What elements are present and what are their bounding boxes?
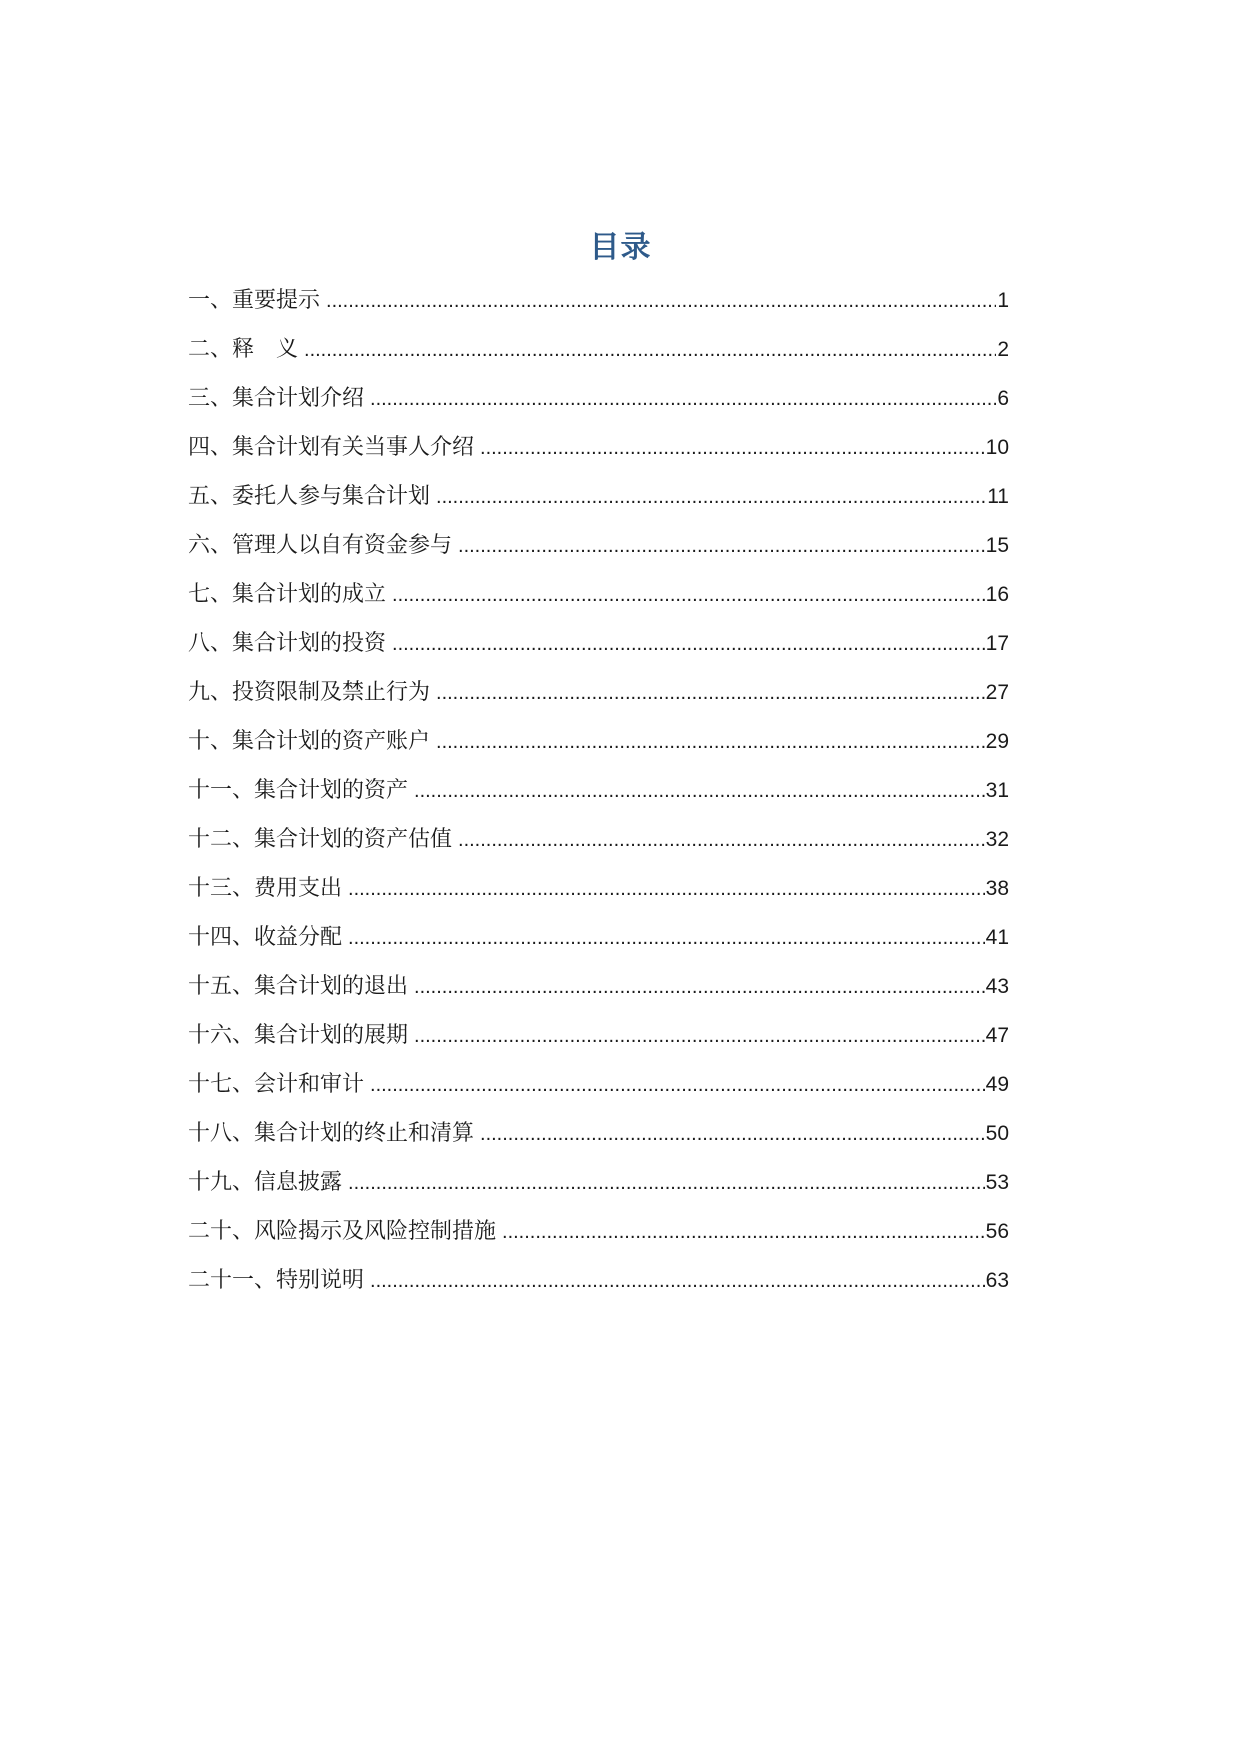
toc-entry[interactable] xyxy=(188,967,1009,1016)
toc-entry[interactable] xyxy=(188,771,1009,820)
toc-entry-label: 七、集合计划的成立 xyxy=(188,582,387,607)
toc-entry-label: 十四、收益分配 xyxy=(188,925,343,950)
toc-dot-leader xyxy=(414,1016,985,1056)
toc-dot-leader xyxy=(414,771,985,811)
toc-entry-label: 十二、集合计划的资产估值 xyxy=(188,827,453,852)
toc-dot-leader xyxy=(502,1212,985,1252)
toc-entry[interactable] xyxy=(188,869,1009,918)
toc-entry-page-number: 1 xyxy=(997,289,1009,312)
toc-title: 目录 xyxy=(589,230,652,265)
toc-entry-page-number: 6 xyxy=(997,387,1009,410)
toc-dot-leader xyxy=(326,281,996,321)
toc-entry-page-number: 15 xyxy=(985,534,1009,557)
toc-dot-leader xyxy=(414,967,985,1007)
toc-dot-leader xyxy=(370,1065,985,1105)
toc-entry[interactable] xyxy=(188,918,1009,967)
toc-entry-label: 十三、费用支出 xyxy=(188,876,343,901)
toc-entry[interactable] xyxy=(188,1163,1009,1212)
toc-entry-page-number: 32 xyxy=(985,828,1009,851)
toc-dot-leader xyxy=(436,722,985,762)
toc-entry[interactable] xyxy=(188,1261,1009,1310)
toc-entry-label: 十一、集合计划的资产 xyxy=(188,778,409,803)
toc-entry-page-number: 2 xyxy=(997,338,1009,361)
toc-entry-label: 四、集合计划有关当事人介绍 xyxy=(188,435,475,460)
toc-dot-leader xyxy=(348,1163,985,1203)
toc-entry-page-number: 41 xyxy=(985,926,1009,949)
toc-entry[interactable] xyxy=(188,379,1009,428)
toc-entry-page-number: 27 xyxy=(985,681,1009,704)
toc-entry[interactable] xyxy=(188,477,1009,526)
toc-entry-label: 三、集合计划介绍 xyxy=(188,386,365,411)
toc-entry[interactable] xyxy=(188,673,1009,722)
toc-entry-label: 一、重要提示 xyxy=(188,288,321,313)
toc-entry[interactable] xyxy=(188,1065,1009,1114)
toc-entry[interactable] xyxy=(188,575,1009,624)
toc-dot-leader xyxy=(304,330,996,370)
toc-entry-page-number: 16 xyxy=(985,583,1009,606)
toc-dot-leader xyxy=(458,526,985,566)
toc-entry-label: 二十、风险揭示及风险控制措施 xyxy=(188,1219,497,1244)
toc-entry[interactable] xyxy=(188,526,1009,575)
toc-entry[interactable] xyxy=(188,820,1009,869)
toc-entry-page-number: 47 xyxy=(985,1024,1009,1047)
toc-entry-page-number: 49 xyxy=(985,1073,1009,1096)
toc-entry[interactable] xyxy=(188,722,1009,771)
toc-entry-page-number: 50 xyxy=(985,1122,1009,1145)
toc-entry-label: 十七、会计和审计 xyxy=(188,1072,365,1097)
toc-list xyxy=(188,281,1009,1310)
toc-dot-leader xyxy=(436,477,986,517)
toc-entry-label: 九、投资限制及禁止行为 xyxy=(188,680,431,705)
toc-entry-label: 十九、信息披露 xyxy=(188,1170,343,1195)
toc-dot-leader xyxy=(370,379,996,419)
toc-entry-label: 十六、集合计划的展期 xyxy=(188,1023,409,1048)
toc-entry[interactable] xyxy=(188,1212,1009,1261)
toc-entry-page-number: 10 xyxy=(985,436,1009,459)
toc-dot-leader xyxy=(392,624,985,664)
toc-entry-page-number: 53 xyxy=(985,1171,1009,1194)
toc-entry-label: 六、管理人以自有资金参与 xyxy=(188,533,453,558)
toc-entry[interactable] xyxy=(188,1114,1009,1163)
toc-entry[interactable] xyxy=(188,1016,1009,1065)
toc-dot-leader xyxy=(370,1261,985,1301)
toc-entry-page-number: 63 xyxy=(985,1269,1009,1292)
toc-entry-page-number: 43 xyxy=(985,975,1009,998)
toc-dot-leader xyxy=(480,428,985,468)
toc-entry[interactable] xyxy=(188,330,1009,379)
toc-entry-page-number: 17 xyxy=(985,632,1009,655)
toc-entry[interactable] xyxy=(188,281,1009,330)
toc-entry-label: 十、集合计划的资产账户 xyxy=(188,729,431,754)
toc-entry[interactable] xyxy=(188,428,1009,477)
toc-dot-leader xyxy=(458,820,985,860)
toc-entry-label: 十五、集合计划的退出 xyxy=(188,974,409,999)
toc-entry-page-number: 38 xyxy=(985,877,1009,900)
toc-entry-page-number: 29 xyxy=(985,730,1009,753)
toc-dot-leader xyxy=(480,1114,985,1154)
toc-dot-leader xyxy=(348,869,985,909)
toc-entry[interactable] xyxy=(188,624,1009,673)
toc-entry-page-number: 11 xyxy=(987,485,1009,508)
toc-dot-leader xyxy=(348,918,985,958)
toc-dot-leader xyxy=(392,575,985,615)
toc-entry-page-number: 31 xyxy=(985,779,1009,802)
toc-entry-label: 二十一、特别说明 xyxy=(188,1268,365,1293)
toc-entry-page-number: 56 xyxy=(985,1220,1009,1243)
toc-entry-label: 二、释 义 xyxy=(188,337,299,362)
toc-entry-label: 十八、集合计划的终止和清算 xyxy=(188,1121,475,1146)
toc-entry-label: 五、委托人参与集合计划 xyxy=(188,484,431,509)
toc-dot-leader xyxy=(436,673,985,713)
toc-entry-label: 八、集合计划的投资 xyxy=(188,631,387,656)
